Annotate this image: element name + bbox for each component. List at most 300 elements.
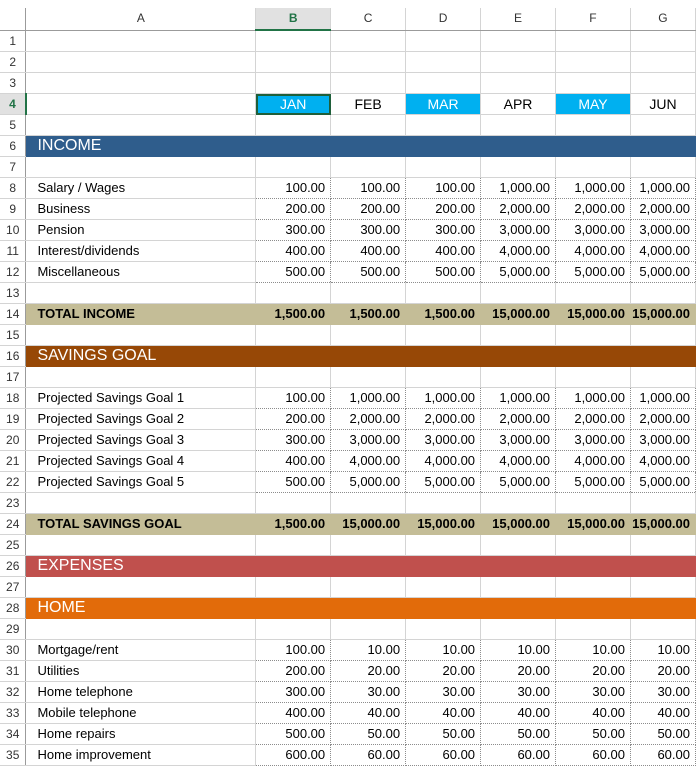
sheet-row-35 [0, 745, 696, 766]
value-cell[interactable]: 300.00 [256, 220, 331, 241]
sheet-row-5 [0, 115, 696, 136]
month-header-jun[interactable]: JUN [630, 94, 695, 115]
value-cell[interactable]: 3,000.00 [406, 430, 481, 451]
row-header-25[interactable]: 25 [0, 535, 26, 556]
value-cell[interactable]: 1,000.00 [481, 178, 556, 199]
value-cell[interactable]: 4,000.00 [406, 451, 481, 472]
month-header-mar[interactable]: MAR [406, 94, 481, 115]
empty-cell[interactable] [406, 30, 481, 52]
empty-cell[interactable] [331, 325, 406, 346]
row-header-26[interactable]: 26 [0, 556, 26, 577]
empty-cell[interactable] [406, 619, 481, 640]
sheet-row-26 [0, 556, 696, 577]
value-cell[interactable]: 60.00 [331, 745, 406, 766]
empty-cell[interactable] [630, 577, 695, 598]
value-cell[interactable]: 3,000.00 [556, 220, 631, 241]
value-cell[interactable]: 1,000.00 [556, 178, 631, 199]
row-header-10[interactable]: 10 [0, 220, 26, 241]
empty-cell[interactable] [481, 52, 556, 73]
value-cell[interactable]: 5,000.00 [556, 262, 631, 283]
value-cell[interactable]: 10.00 [406, 640, 481, 661]
sheet-row-4 [0, 94, 696, 115]
total-value-cell[interactable]: 15,000.00 [556, 514, 631, 535]
value-cell[interactable]: 3,000.00 [630, 220, 695, 241]
value-cell[interactable]: 3,000.00 [481, 220, 556, 241]
empty-cell[interactable] [331, 30, 406, 52]
sheet-row-30 [0, 640, 696, 661]
empty-cell[interactable] [630, 325, 695, 346]
value-cell[interactable]: 60.00 [406, 745, 481, 766]
value-cell[interactable]: 400.00 [256, 703, 331, 724]
value-cell[interactable]: 3,000.00 [331, 430, 406, 451]
row-header-34[interactable]: 34 [0, 724, 26, 745]
row-header-27[interactable]: 27 [0, 577, 26, 598]
sheet-row-22 [0, 472, 696, 493]
empty-cell[interactable] [630, 493, 695, 514]
month-header-apr[interactable]: APR [481, 94, 556, 115]
value-cell[interactable]: 5,000.00 [630, 262, 695, 283]
row-label[interactable]: Mortgage/rent [26, 640, 256, 661]
value-cell[interactable]: 40.00 [630, 703, 695, 724]
row-header-6[interactable]: 6 [0, 136, 26, 157]
empty-cell[interactable] [481, 577, 556, 598]
empty-cell[interactable] [406, 73, 481, 94]
value-cell[interactable]: 40.00 [481, 703, 556, 724]
row-label[interactable]: Home improvement [26, 745, 256, 766]
value-cell[interactable]: 10.00 [331, 640, 406, 661]
empty-cell[interactable] [481, 73, 556, 94]
value-cell[interactable]: 50.00 [556, 724, 631, 745]
row-header-20[interactable]: 20 [0, 430, 26, 451]
row-header-29[interactable]: 29 [0, 619, 26, 640]
empty-cell[interactable] [556, 367, 631, 388]
month-header-may[interactable]: MAY [556, 94, 631, 115]
empty-cell[interactable] [556, 30, 631, 52]
sheet-row-33 [0, 703, 696, 724]
value-cell[interactable]: 2,000.00 [481, 409, 556, 430]
empty-cell[interactable] [406, 577, 481, 598]
value-cell[interactable]: 400.00 [256, 451, 331, 472]
column-header-c[interactable]: C [331, 8, 406, 30]
row-label[interactable]: Miscellaneous [26, 262, 256, 283]
section-band-home[interactable]: HOME [26, 598, 696, 619]
total-value-cell[interactable]: 15,000.00 [630, 514, 695, 535]
empty-cell[interactable] [256, 367, 331, 388]
worksheet-table [0, 8, 696, 766]
value-cell[interactable]: 200.00 [256, 199, 331, 220]
sheet-row-27 [0, 577, 696, 598]
empty-cell[interactable] [331, 283, 406, 304]
value-cell[interactable]: 10.00 [630, 640, 695, 661]
empty-cell[interactable] [630, 157, 695, 178]
empty-cell[interactable] [256, 52, 331, 73]
total-value-cell[interactable]: 1,500.00 [331, 304, 406, 325]
row-header-4[interactable]: 4 [0, 94, 26, 115]
empty-cell[interactable] [26, 115, 256, 136]
sheet-row-11 [0, 241, 696, 262]
sheet-row-7 [0, 157, 696, 178]
empty-cell[interactable] [331, 157, 406, 178]
column-header-e[interactable]: E [481, 8, 556, 30]
value-cell[interactable]: 5,000.00 [481, 262, 556, 283]
empty-cell[interactable] [26, 367, 256, 388]
empty-cell[interactable] [630, 52, 695, 73]
total-label[interactable]: TOTAL INCOME [26, 304, 256, 325]
row-header-31[interactable]: 31 [0, 661, 26, 682]
empty-cell[interactable] [481, 493, 556, 514]
row-label[interactable]: Business [26, 199, 256, 220]
value-cell[interactable]: 1,000.00 [481, 388, 556, 409]
empty-cell[interactable] [481, 157, 556, 178]
value-cell[interactable]: 100.00 [256, 640, 331, 661]
month-header-jan[interactable]: JAN [256, 94, 331, 115]
total-value-cell[interactable]: 1,500.00 [406, 304, 481, 325]
empty-cell[interactable] [256, 493, 331, 514]
value-cell[interactable]: 200.00 [256, 661, 331, 682]
value-cell[interactable]: 4,000.00 [331, 451, 406, 472]
total-value-cell[interactable]: 15,000.00 [556, 304, 631, 325]
sheet-row-28 [0, 598, 696, 619]
row-header-3[interactable]: 3 [0, 73, 26, 94]
value-cell[interactable]: 3,000.00 [556, 430, 631, 451]
row-header-22[interactable]: 22 [0, 472, 26, 493]
row-label[interactable]: Pension [26, 220, 256, 241]
empty-cell[interactable] [556, 283, 631, 304]
row-label[interactable]: Projected Savings Goal 2 [26, 409, 256, 430]
sheet-row-31 [0, 661, 696, 682]
sheet-row-15 [0, 325, 696, 346]
value-cell[interactable]: 100.00 [406, 178, 481, 199]
empty-cell[interactable] [556, 52, 631, 73]
value-cell[interactable]: 400.00 [331, 241, 406, 262]
row-header-5[interactable]: 5 [0, 115, 26, 136]
value-cell[interactable]: 20.00 [481, 661, 556, 682]
sheet-row-3 [0, 73, 696, 94]
empty-cell[interactable] [26, 157, 256, 178]
row-header-15[interactable]: 15 [0, 325, 26, 346]
empty-cell[interactable] [481, 325, 556, 346]
empty-cell[interactable] [406, 283, 481, 304]
empty-cell[interactable] [556, 577, 631, 598]
sheet-row-9 [0, 199, 696, 220]
value-cell[interactable]: 4,000.00 [630, 451, 695, 472]
empty-cell[interactable] [26, 535, 256, 556]
empty-cell[interactable] [331, 619, 406, 640]
value-cell[interactable]: 5,000.00 [331, 472, 406, 493]
value-cell[interactable]: 400.00 [256, 241, 331, 262]
value-cell[interactable]: 3,000.00 [630, 430, 695, 451]
empty-cell[interactable] [556, 73, 631, 94]
row-header-18[interactable]: 18 [0, 388, 26, 409]
value-cell[interactable]: 200.00 [406, 199, 481, 220]
value-cell[interactable]: 500.00 [256, 472, 331, 493]
empty-cell[interactable] [406, 52, 481, 73]
row-header-23[interactable]: 23 [0, 493, 26, 514]
empty-cell[interactable] [256, 73, 331, 94]
empty-cell[interactable] [26, 619, 256, 640]
section-band-expenses[interactable]: EXPENSES [26, 556, 696, 577]
row-header-8[interactable]: 8 [0, 178, 26, 199]
sheet-row-1 [0, 30, 696, 52]
sheet-row-34 [0, 724, 696, 745]
value-cell[interactable]: 50.00 [406, 724, 481, 745]
value-cell[interactable]: 500.00 [256, 724, 331, 745]
sheet-row-19 [0, 409, 696, 430]
empty-cell[interactable] [481, 115, 556, 136]
row-header-30[interactable]: 30 [0, 640, 26, 661]
empty-cell[interactable] [256, 619, 331, 640]
empty-cell[interactable] [26, 73, 256, 94]
empty-cell[interactable] [406, 115, 481, 136]
empty-cell[interactable] [406, 367, 481, 388]
empty-cell[interactable] [481, 367, 556, 388]
value-cell[interactable]: 40.00 [331, 703, 406, 724]
empty-cell[interactable] [630, 30, 695, 52]
value-cell[interactable]: 200.00 [256, 409, 331, 430]
empty-cell[interactable] [556, 535, 631, 556]
sheet-row-2 [0, 52, 696, 73]
sheet-row-18 [0, 388, 696, 409]
row-header-11[interactable]: 11 [0, 241, 26, 262]
empty-cell[interactable] [406, 535, 481, 556]
row-label[interactable]: Interest/dividends [26, 241, 256, 262]
row-header-7[interactable]: 7 [0, 157, 26, 178]
sheet-row-6 [0, 136, 696, 157]
value-cell[interactable]: 200.00 [331, 199, 406, 220]
value-cell[interactable]: 30.00 [630, 682, 695, 703]
sheet-row-16 [0, 346, 696, 367]
row-header-16[interactable]: 16 [0, 346, 26, 367]
value-cell[interactable]: 300.00 [256, 430, 331, 451]
value-cell[interactable]: 300.00 [406, 220, 481, 241]
empty-cell[interactable] [26, 283, 256, 304]
empty-cell[interactable] [481, 30, 556, 52]
value-cell[interactable]: 50.00 [630, 724, 695, 745]
value-cell[interactable]: 50.00 [481, 724, 556, 745]
empty-cell[interactable] [26, 52, 256, 73]
value-cell[interactable]: 40.00 [556, 703, 631, 724]
empty-cell[interactable] [256, 325, 331, 346]
total-value-cell[interactable]: 15,000.00 [331, 514, 406, 535]
value-cell[interactable]: 20.00 [630, 661, 695, 682]
empty-cell[interactable] [630, 535, 695, 556]
month-header-feb[interactable]: FEB [331, 94, 406, 115]
empty-cell[interactable] [331, 115, 406, 136]
value-cell[interactable]: 20.00 [331, 661, 406, 682]
empty-cell[interactable] [26, 577, 256, 598]
row-header-19[interactable]: 19 [0, 409, 26, 430]
row-header-12[interactable]: 12 [0, 262, 26, 283]
row-header-13[interactable]: 13 [0, 283, 26, 304]
column-header-g[interactable]: G [630, 8, 695, 30]
value-cell[interactable]: 30.00 [556, 682, 631, 703]
sheet-row-24 [0, 514, 696, 535]
sheet-row-8 [0, 178, 696, 199]
sheet-row-14 [0, 304, 696, 325]
row-label[interactable]: Projected Savings Goal 4 [26, 451, 256, 472]
row-header-1[interactable]: 1 [0, 30, 26, 52]
sheet-row-25 [0, 535, 696, 556]
empty-cell[interactable] [481, 535, 556, 556]
empty-cell[interactable] [556, 157, 631, 178]
value-cell[interactable]: 3,000.00 [481, 430, 556, 451]
empty-cell[interactable] [481, 283, 556, 304]
value-cell[interactable]: 300.00 [256, 682, 331, 703]
value-cell[interactable]: 2,000.00 [556, 409, 631, 430]
value-cell[interactable]: 500.00 [331, 262, 406, 283]
sheet-row-21 [0, 451, 696, 472]
value-cell[interactable]: 30.00 [406, 682, 481, 703]
empty-cell[interactable] [630, 73, 695, 94]
row-label[interactable]: Mobile telephone [26, 703, 256, 724]
value-cell[interactable]: 40.00 [406, 703, 481, 724]
row-label[interactable]: Projected Savings Goal 1 [26, 388, 256, 409]
empty-cell[interactable] [556, 325, 631, 346]
value-cell[interactable]: 30.00 [331, 682, 406, 703]
row-label[interactable]: Home repairs [26, 724, 256, 745]
empty-cell[interactable] [26, 493, 256, 514]
section-band-savings-goal[interactable]: SAVINGS GOAL [26, 346, 696, 367]
total-value-cell[interactable]: 15,000.00 [481, 514, 556, 535]
total-label[interactable]: TOTAL SAVINGS GOAL [26, 514, 256, 535]
row-header-17[interactable]: 17 [0, 367, 26, 388]
value-cell[interactable]: 4,000.00 [556, 241, 631, 262]
empty-cell[interactable] [331, 73, 406, 94]
value-cell[interactable]: 30.00 [481, 682, 556, 703]
row-label[interactable]: Home telephone [26, 682, 256, 703]
value-cell[interactable]: 2,000.00 [556, 199, 631, 220]
empty-cell[interactable] [630, 367, 695, 388]
row-header-35[interactable]: 35 [0, 745, 26, 766]
empty-cell[interactable] [406, 493, 481, 514]
value-cell[interactable]: 20.00 [556, 661, 631, 682]
value-cell[interactable]: 2,000.00 [481, 199, 556, 220]
row-label[interactable]: Utilities [26, 661, 256, 682]
value-cell[interactable]: 60.00 [630, 745, 695, 766]
column-header-row [0, 8, 696, 30]
value-cell[interactable]: 4,000.00 [556, 451, 631, 472]
empty-cell[interactable] [26, 325, 256, 346]
empty-cell[interactable] [26, 30, 256, 52]
sheet-row-13 [0, 283, 696, 304]
empty-cell[interactable] [331, 493, 406, 514]
value-cell[interactable]: 2,000.00 [630, 409, 695, 430]
value-cell[interactable]: 500.00 [256, 262, 331, 283]
section-band-income[interactable]: INCOME [26, 136, 696, 157]
value-cell[interactable]: 1,000.00 [556, 388, 631, 409]
row-label[interactable]: Projected Savings Goal 5 [26, 472, 256, 493]
empty-cell[interactable] [630, 115, 695, 136]
sheet-row-32 [0, 682, 696, 703]
value-cell[interactable]: 10.00 [556, 640, 631, 661]
value-cell[interactable]: 5,000.00 [406, 472, 481, 493]
value-cell[interactable]: 5,000.00 [481, 472, 556, 493]
empty-cell[interactable] [406, 325, 481, 346]
value-cell[interactable]: 300.00 [331, 220, 406, 241]
empty-cell[interactable] [256, 577, 331, 598]
total-value-cell[interactable]: 1,500.00 [256, 514, 331, 535]
row-header-9[interactable]: 9 [0, 199, 26, 220]
value-cell[interactable]: 10.00 [481, 640, 556, 661]
empty-cell[interactable] [331, 577, 406, 598]
row-header-33[interactable]: 33 [0, 703, 26, 724]
row-label[interactable]: Salary / Wages [26, 178, 256, 199]
empty-cell[interactable] [630, 283, 695, 304]
value-cell[interactable]: 4,000.00 [481, 451, 556, 472]
value-cell[interactable]: 5,000.00 [556, 472, 631, 493]
select-all-corner[interactable] [0, 8, 26, 30]
empty-cell[interactable] [481, 619, 556, 640]
row-header-14[interactable]: 14 [0, 304, 26, 325]
value-cell[interactable]: 600.00 [256, 745, 331, 766]
empty-cell[interactable] [556, 619, 631, 640]
empty-cell[interactable] [556, 493, 631, 514]
value-cell[interactable]: 2,000.00 [406, 409, 481, 430]
value-cell[interactable]: 50.00 [331, 724, 406, 745]
empty-cell[interactable] [331, 52, 406, 73]
total-value-cell[interactable]: 15,000.00 [406, 514, 481, 535]
sheet-row-20 [0, 430, 696, 451]
column-header-d[interactable]: D [406, 8, 481, 30]
row-header-32[interactable]: 32 [0, 682, 26, 703]
empty-cell[interactable] [630, 619, 695, 640]
row-header-24[interactable]: 24 [0, 514, 26, 535]
value-cell[interactable]: 60.00 [556, 745, 631, 766]
empty-cell[interactable] [256, 283, 331, 304]
total-value-cell[interactable]: 15,000.00 [630, 304, 695, 325]
value-cell[interactable]: 1,000.00 [406, 388, 481, 409]
value-cell[interactable]: 4,000.00 [481, 241, 556, 262]
value-cell[interactable]: 4,000.00 [630, 241, 695, 262]
value-cell[interactable]: 1,000.00 [630, 388, 695, 409]
row-label[interactable]: Projected Savings Goal 3 [26, 430, 256, 451]
empty-cell[interactable] [256, 115, 331, 136]
column-header-b[interactable]: B [256, 8, 331, 30]
empty-cell[interactable] [256, 157, 331, 178]
row-header-2[interactable]: 2 [0, 52, 26, 73]
value-cell[interactable]: 2,000.00 [630, 199, 695, 220]
sheet-row-23 [0, 493, 696, 514]
value-cell[interactable]: 100.00 [331, 178, 406, 199]
row-header-28[interactable]: 28 [0, 598, 26, 619]
sheet-row-10 [0, 220, 696, 241]
value-cell[interactable]: 400.00 [406, 241, 481, 262]
empty-cell[interactable] [331, 535, 406, 556]
empty-cell[interactable] [331, 367, 406, 388]
sheet-row-29 [0, 619, 696, 640]
empty-cell[interactable] [556, 115, 631, 136]
value-cell[interactable]: 5,000.00 [630, 472, 695, 493]
value-cell[interactable]: 1,000.00 [331, 388, 406, 409]
empty-cell[interactable] [406, 157, 481, 178]
sheet-row-17 [0, 367, 696, 388]
column-header-f[interactable]: F [556, 8, 631, 30]
empty-cell[interactable] [256, 30, 331, 52]
value-cell[interactable]: 60.00 [481, 745, 556, 766]
value-cell[interactable]: 100.00 [256, 388, 331, 409]
cell-a4[interactable] [26, 94, 256, 115]
total-value-cell[interactable]: 15,000.00 [481, 304, 556, 325]
total-value-cell[interactable]: 1,500.00 [256, 304, 331, 325]
value-cell[interactable]: 20.00 [406, 661, 481, 682]
row-header-21[interactable]: 21 [0, 451, 26, 472]
value-cell[interactable]: 500.00 [406, 262, 481, 283]
column-header-a[interactable]: A [26, 8, 256, 30]
value-cell[interactable]: 100.00 [256, 178, 331, 199]
value-cell[interactable]: 2,000.00 [331, 409, 406, 430]
value-cell[interactable]: 1,000.00 [630, 178, 695, 199]
empty-cell[interactable] [256, 535, 331, 556]
